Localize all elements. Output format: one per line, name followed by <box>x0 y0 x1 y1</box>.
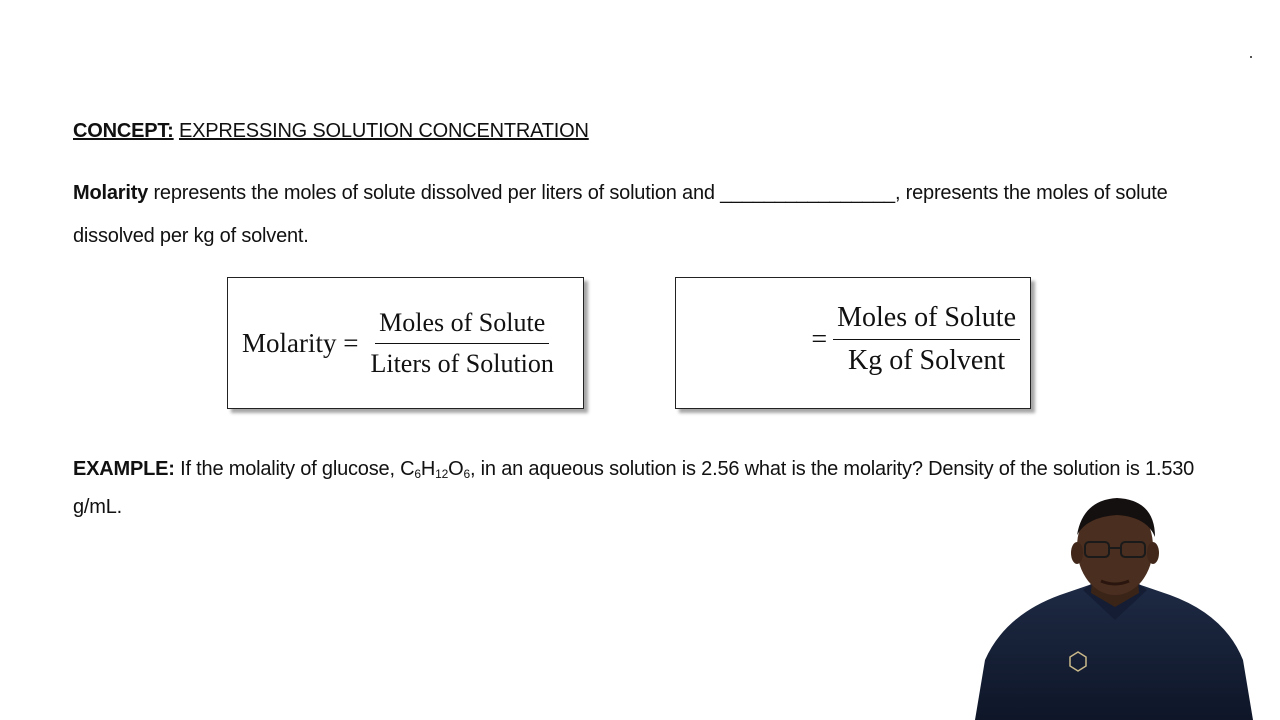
molality-numerator: Moles of Solute <box>833 302 1020 340</box>
definition-blank: ________________ <box>720 182 895 204</box>
molality-denominator: Kg of Solvent <box>848 345 1006 376</box>
molarity-numerator: Moles of Solute <box>375 308 549 344</box>
definition-term: Molarity <box>73 182 149 204</box>
example-sub-3: 6 <box>463 467 470 481</box>
concept-title: EXPRESSING SOLUTION CONCENTRATION <box>179 120 589 142</box>
molarity-denominator: Liters of Solution <box>370 349 554 378</box>
molarity-fraction <box>366 308 557 379</box>
definition-text-2: , represents the moles of solute dissolved per kg of solvent. <box>73 182 1168 247</box>
molarity-lhs: Molarity = <box>242 328 359 358</box>
molality-fraction <box>833 302 1020 377</box>
definition-paragraph <box>73 172 1203 258</box>
example-text-2: , in an aqueous solution is 2.56 what is the molarity? Density of the solution is 1.530 g/mL. <box>73 458 1195 518</box>
molarity-formula-box <box>227 277 584 409</box>
example-text-1: If the molality of glucose, C <box>174 458 415 480</box>
example-h: H <box>420 458 436 480</box>
example-sub-1: 6 <box>414 467 421 481</box>
presenter-video-icon <box>975 495 1255 720</box>
stray-dot <box>1250 56 1252 58</box>
definition-text-1: represents the moles of solute dissolved per liters of solution and <box>148 182 721 204</box>
concept-label: CONCEPT: <box>73 120 174 142</box>
example-sub-2: 12 <box>435 467 449 481</box>
example-o: O <box>448 458 464 480</box>
concept-heading <box>73 120 589 143</box>
example-label: EXAMPLE: <box>73 458 175 480</box>
molality-formula-box <box>675 277 1031 409</box>
molality-lhs: = <box>811 323 828 355</box>
